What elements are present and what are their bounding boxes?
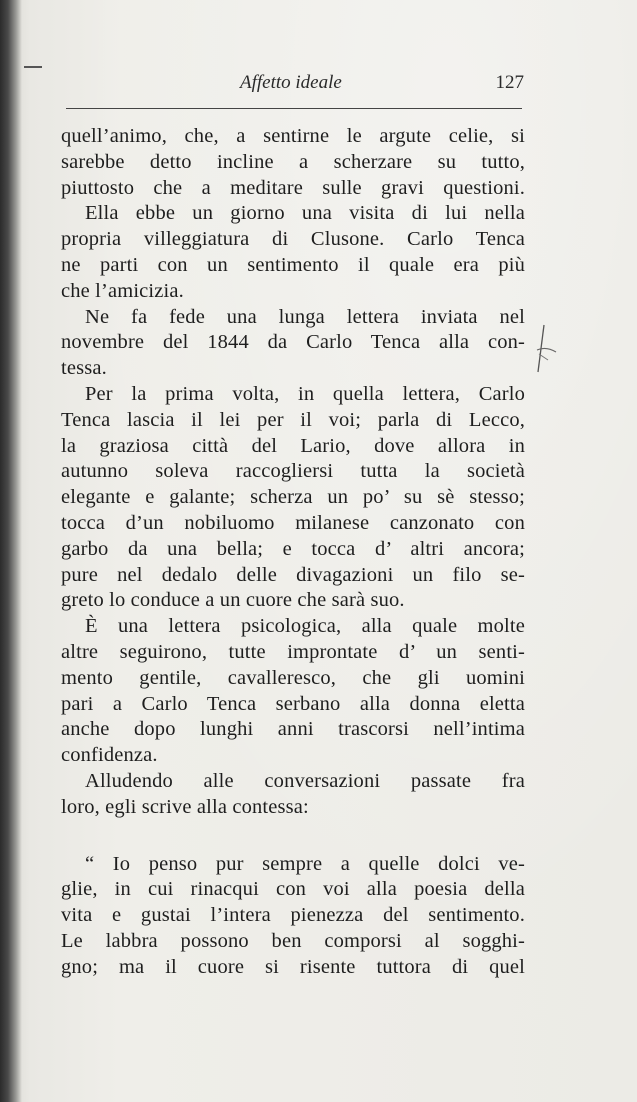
text-line: che l’amicizia. [61,279,184,302]
text-line: tessa. [61,357,107,380]
text-line: anche dopo lunghi anni trascorsi nell’intima [61,718,525,741]
text-line: autunno soleva raccogliersi tutta la società [61,460,525,483]
text-line: Ne fa fede una lunga lettera inviata nel [85,305,525,328]
text-line: loro, egli scrive alla contessa: [61,795,309,818]
text-line: Per la prima volta, in quella lettera, Carlo [85,382,525,405]
text-line: Tenca lascia il lei per il voi; parla di Lecco, [61,408,525,431]
text-line: ne parti con un sentimento il quale era più [61,253,525,276]
text-line: Alludendo alle conversazioni passate fra [85,769,525,792]
text-line: garbo da una bella; e tocca d’ altri ancora; [61,537,525,560]
text-line: elegante e galante; scherza un po’ su sè stesso; [61,486,525,509]
book-spine-shadow [0,0,22,1102]
paragraph-gap [61,821,525,852]
text-line: Ella ebbe un giorno una visita di lui nella [85,202,525,225]
text-line: confidenza. [61,744,158,767]
text-line: sarebbe detto incline a scherzare su tutto, [61,150,525,173]
text-line: gno; ma il cuore si risente tuttora di quel [61,955,525,978]
running-title: Affetto ideale [240,72,342,93]
text-line: vita e gustai l’intera pienezza del sentimento. [61,904,525,927]
text-line: quell’animo, che, a sentirne le argute celie, si [61,125,525,147]
page-number: 127 [495,72,524,93]
text-line: greto lo conduce a un cuore che sarà suo. [61,589,405,612]
text-line: glie, in cui rinacqui con voi alla poesia della [61,878,525,901]
text-line: la graziosa città del Lario, dove allora in [61,434,525,457]
margin-mark [24,66,42,68]
text-line: propria villeggiatura di Clusone. Carlo Tenca [61,228,525,251]
header-rule [66,108,522,109]
text-line: pure nel dedalo delle divagazioni un filo se- [61,563,525,586]
body-text [61,124,525,981]
pencil-annotation-mark [534,320,574,380]
text-line: tocca d’un nobiluomo milanese canzonato con [61,511,525,534]
page-header [60,70,524,100]
text-line: novembre del 1844 da Carlo Tenca alla con- [61,331,525,354]
text-line: “ Io penso pur sempre a quelle dolci ve- [85,852,525,875]
text-line: Le labbra possono ben comporsi al sogghi- [61,929,525,952]
text-line: pari a Carlo Tenca serbano alla donna eletta [61,692,525,715]
text-line: altre seguirono, tutte improntate d’ un senti- [61,640,525,663]
text-line: È una lettera psicologica, alla quale molte [85,615,525,638]
text-line: mento gentile, cavalleresco, che gli uomini [61,666,525,689]
text-line: piuttosto che a meditare sulle gravi questioni. [61,176,525,199]
